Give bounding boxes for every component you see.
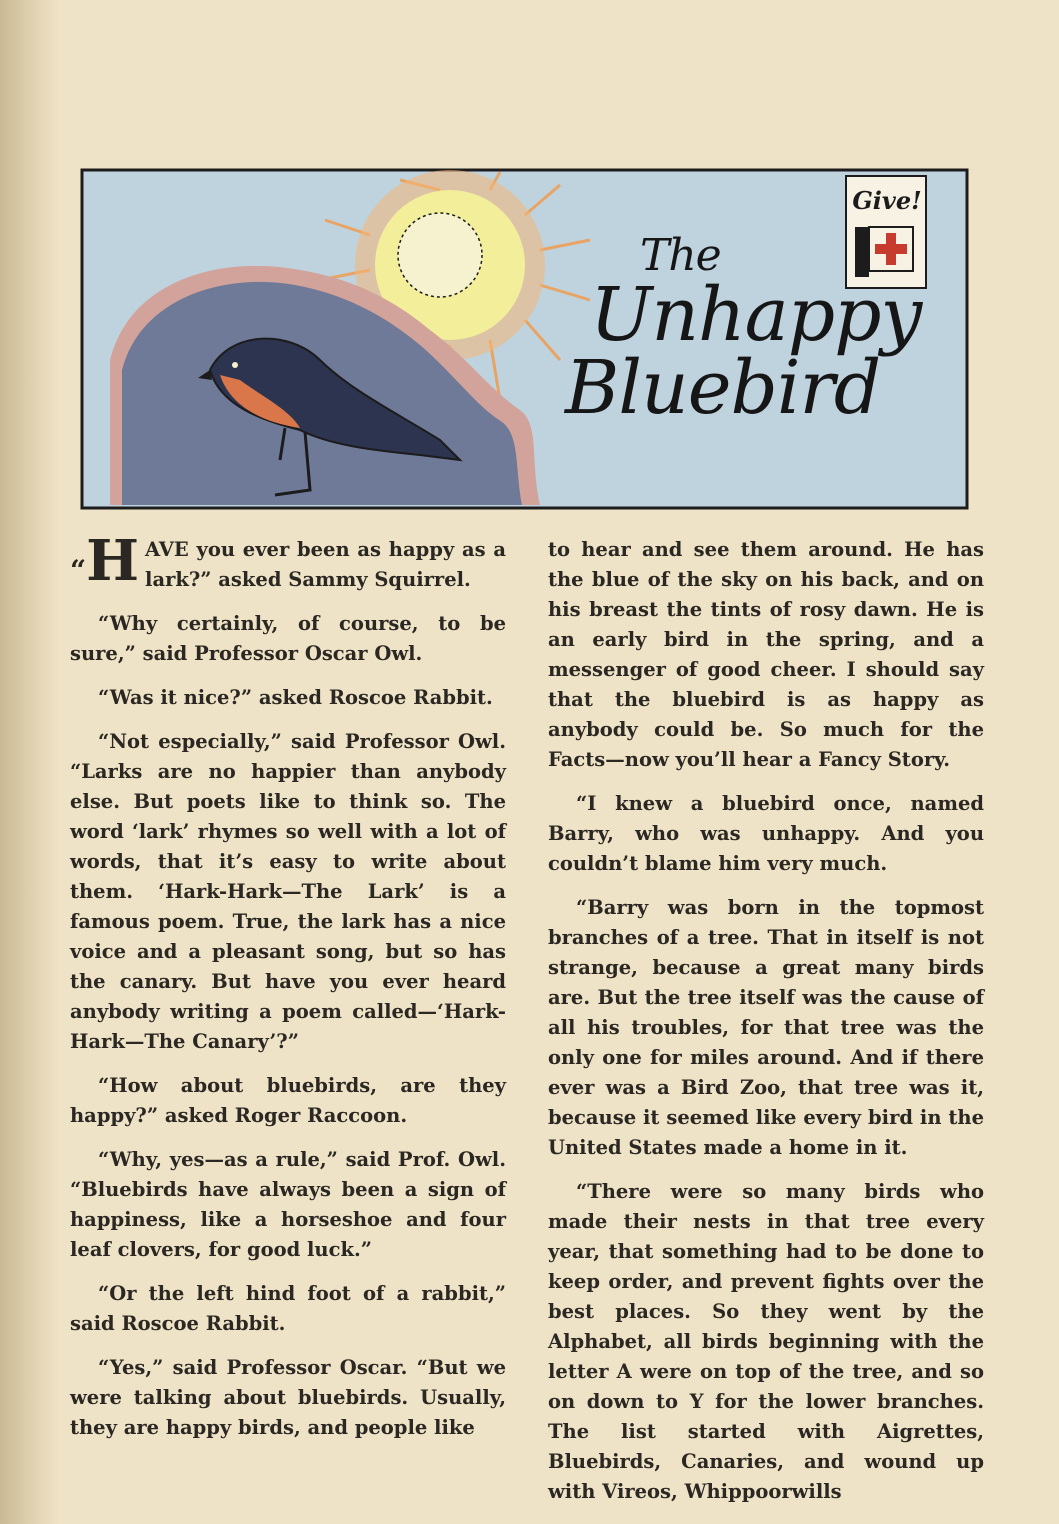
story-paragraph: “Why, yes—as a rule,” said Prof. Owl. “Bluebirds have always been a sign of happiness, like a horseshoe and four leaf clovers, for good luck.” <box>70 1148 506 1261</box>
story-column-left <box>70 528 506 1457</box>
title-the: The <box>640 230 721 281</box>
story-paragraph: to hear and see them around. He has the blue of the sky on his back, and on his breast the tints of rosy dawn. He is an early bird in the spring, and a messenger of good cheer. I should say that the bluebird is as happy as anybody could be. So much for the Facts—now you’ll hear a Fancy Story. <box>548 538 984 771</box>
drop-cap: “H <box>70 528 140 594</box>
page-gutter-shadow <box>0 0 60 1524</box>
story-paragraph: “Barry was born in the topmost branches of a tree. That in itself is not strange, because a great many birds are. But the tree itself was the cause of all his troubles, for that tree was the only one for miles around. And if there ever was a Bird Zoo, that tree was it, because it seemed like every bird in the United States made a home in it. <box>548 896 984 1159</box>
story-paragraph: “H AVE you ever been as happy as a lark?” asked Sammy Squirrel. <box>70 528 506 594</box>
story-paragraph: “Or the left hind foot of a rabbit,” said Roscoe Rabbit. <box>70 1282 506 1335</box>
story-paragraph: “There were so many birds who made their nests in that tree every year, that something had to be done to keep order, and prevent fights over the best places. So they went by the Alphabet, all birds beginning with the letter A were on top of the tree, and so on down to Y for the lower branches. The list started with Aigrettes, Bluebirds, Canaries, and wound up with Vireos, Whippoorwills <box>548 1180 984 1503</box>
story-paragraph: “Was it nice?” asked Roscoe Rabbit. <box>98 686 493 709</box>
title-bluebird: Bluebird <box>565 345 881 431</box>
story-paragraph: “How about bluebirds, are they happy?” asked Roger Raccoon. <box>70 1074 506 1127</box>
story-paragraph: “Why certainly, of course, to be sure,” said Professor Oscar Owl. <box>70 612 506 665</box>
story-paragraph: “Yes,” said Professor Oscar. “But we were talking about bluebirds. Usually, they are happy birds, and people like <box>70 1356 506 1439</box>
story-column-right <box>548 535 984 1521</box>
story-paragraph: “Not especially,” said Professor Owl. “Larks are no happier than anybody else. But poets like to think so. The word ‘lark’ rhymes so well with a lot of words, that it’s easy to write about them. ‘Hark-Hark—The Lark’ is a famous poem. True, the lark has a nice voice and a pleasant song, but so has the canary. But have you ever heard anybody writing a poem called—‘Hark-Hark—The Canary’?” <box>70 730 506 1053</box>
badge-text: Give! <box>852 186 922 215</box>
title-unhappy: Unhappy <box>590 272 922 358</box>
story-paragraph: “I knew a bluebird once, named Barry, who was unhappy. And you couldn’t blame him very much. <box>548 792 984 875</box>
